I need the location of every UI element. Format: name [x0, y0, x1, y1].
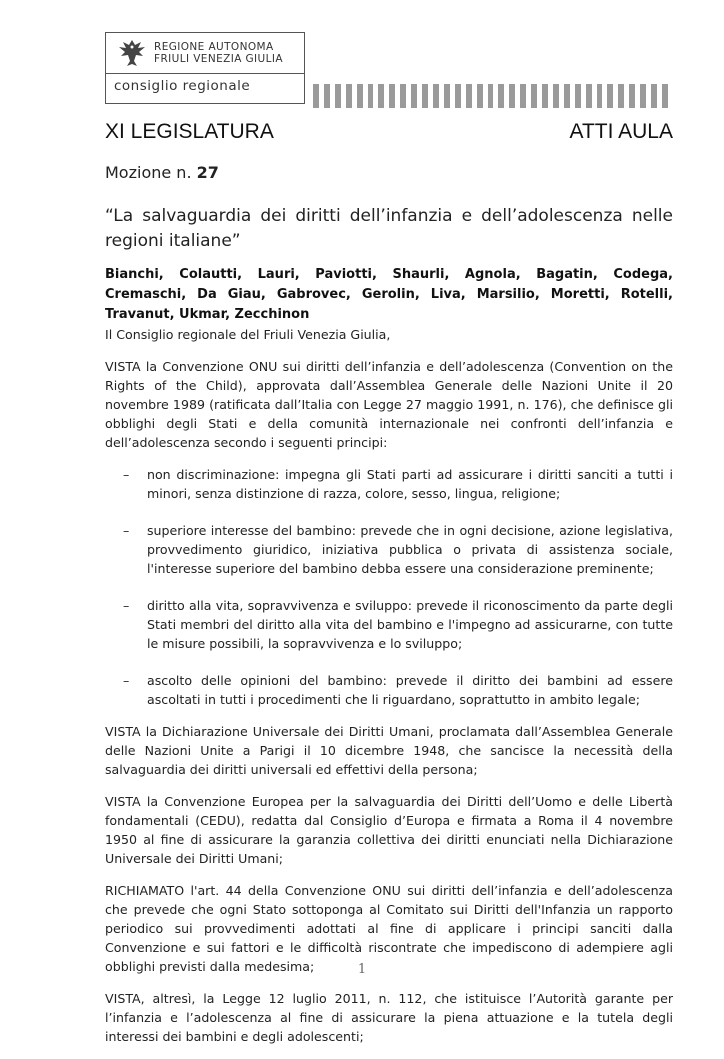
decorative-bar	[422, 84, 428, 108]
decorative-bar	[586, 84, 592, 108]
vista-paragraph-4: VISTA, altresì, la Legge 12 luglio 2011, n. 112, che istituisce l’Autorità garante per l’infanzia e l’adolescenza al fine di assicurare la piena attuazione e la tutela degli interessi dei bambini e degli adolescenti;	[105, 991, 673, 1044]
decorative-bar	[455, 84, 461, 108]
decorative-bar	[324, 84, 330, 108]
logo-divider	[106, 73, 304, 74]
motion-heading	[105, 163, 219, 182]
richiamato-paragraph: RICHIAMATO l'art. 44 della Convenzione ONU sui diritti dell’infanzia e dell’adolescenza che prevede che ogni Stato sottoponga al Comitato sui Diritti dell'Infanzia un rapporto periodico sui provvedimenti adottati al fine di applicare i principi sanciti dalla Convenzione e sui fattori e le difficoltà riscontrate che impediscono di adempiere agli obblighi previsti dalla medesima;	[105, 883, 673, 974]
bullet-dash-icon: –	[123, 673, 130, 688]
council-logo	[105, 32, 305, 104]
region-line-1: REGIONE AUTONOMA	[154, 41, 274, 53]
motion-number: 27	[196, 163, 219, 182]
decorative-bar	[400, 84, 406, 108]
bullet-dash-icon: –	[123, 598, 130, 613]
region-name	[154, 41, 283, 65]
decorative-bar	[618, 84, 624, 108]
list-item	[105, 671, 673, 709]
document-body	[105, 325, 673, 1059]
decorative-bar	[335, 84, 341, 108]
decorative-bar	[509, 84, 515, 108]
decorative-bar	[662, 84, 668, 108]
bullet-dash-icon: –	[123, 523, 130, 538]
bullet-text: superiore interesse del bambino: prevede che in ogni decisione, azione legislativa, provvedimento giuridico, iniziativa pubblica o privata di assistenza sociale, l'interesse superiore del bambino debba essere una considerazione preminente;	[147, 523, 673, 576]
decorative-bar	[542, 84, 548, 108]
decorative-bar	[640, 84, 646, 108]
motion-authors: Bianchi, Colautti, Lauri, Paviotti, Shaurli, Agnola, Bagatin, Codega, Cremaschi, Da Giau, Gabrovec, Gerolin, Liva, Marsilio, Moretti, Rotelli, Travanut, Ukmar, Zecchinon	[105, 267, 673, 322]
decorative-bar	[378, 84, 384, 108]
page-number: 1	[357, 962, 367, 977]
section-label: ATTI AULA	[569, 120, 673, 143]
vista-paragraph-3: VISTA la Convenzione Europea per la salvaguardia dei Diritti dell’Uomo e delle Libertà fondamentali (CEDU), redatta dal Consiglio d’Europa e firmata a Roma il 4 novembre 1950 al fine di assicurare la garanzia collettiva dei diritti enunciati nella Dichiarazione Universale dei Diritti Umani;	[105, 794, 673, 866]
bullet-text: non discriminazione: impegna gli Stati parti ad assicurare i diritti sanciti a tutti i minori, senza distinzione di razza, colore, sesso, lingua, religione;	[147, 467, 673, 501]
bullet-dash-icon: –	[123, 467, 130, 482]
decorative-bar	[531, 84, 537, 108]
decorative-bar	[553, 84, 559, 108]
bullet-text: ascolto delle opinioni del bambino: prevede il diritto dei bambini ad essere ascoltati in tutti i procedimenti che li riguardano, soprattutto in ambito legale;	[147, 673, 673, 707]
bullet-text: diritto alla vita, sopravvivenza e sviluppo: prevede il riconoscimento da parte degli Stati membri del diritto alla vita del bambino e l'impegno ad assicurarne, con tutte le misure possibili, la sopravvivenza e lo sviluppo;	[147, 598, 673, 651]
decorative-bar	[477, 84, 483, 108]
list-item	[105, 465, 673, 503]
decorative-bar	[389, 84, 395, 108]
decorative-bar	[411, 84, 417, 108]
motion-label: Mozione n.	[105, 163, 192, 182]
decorative-bar	[629, 84, 635, 108]
vista-paragraph-1: VISTA la Convenzione ONU sui diritti dell’infanzia e dell’adolescenza (Convention on the Rights of the Child), approvata dall’Assemblea Generale delle Nazioni Unite il 20 novembre 1989 (ratificata dall’Italia con Legge 27 maggio 1991, n. 176), che definisce gli obblighi degli Stati e della comunità internazionale nei confronti dell’infanzia e dell’adolescenza secondo i seguenti principi:	[105, 359, 673, 450]
region-line-2: FRIULI VENEZIA GIULIA	[154, 53, 283, 65]
vista-paragraph-2: VISTA la Dichiarazione Universale dei Diritti Umani, proclamata dall’Assemblea Generale delle Nazioni Unite a Parigi il 10 dicembre 1948, che sancisce la necessità della salvaguardia dei diritti universali ed effettivi della persona;	[105, 724, 673, 777]
legislature-label: XI LEGISLATURA	[105, 120, 274, 143]
list-item	[105, 521, 673, 578]
decorative-bar	[488, 84, 494, 108]
decorative-bar	[313, 84, 319, 108]
eagle-emblem-icon	[116, 37, 148, 69]
decorative-bar	[466, 84, 472, 108]
decorative-bar	[597, 84, 603, 108]
list-item	[105, 596, 673, 653]
decorative-bar	[498, 84, 504, 108]
decorative-bar	[357, 84, 363, 108]
decorative-bar	[444, 84, 450, 108]
decorative-bar	[433, 84, 439, 108]
decorative-bar	[368, 84, 374, 108]
council-name: consiglio regionale	[114, 78, 251, 94]
decorative-bar	[564, 84, 570, 108]
motion-title: “La salvaguardia dei diritti dell’infanzia e dell’adolescenza nelle regioni italiane”	[105, 206, 673, 251]
decorative-bar	[651, 84, 657, 108]
decorative-bar	[520, 84, 526, 108]
decorative-bar	[607, 84, 613, 108]
decorative-bar	[575, 84, 581, 108]
decorative-bars	[313, 84, 673, 108]
intro-paragraph: Il Consiglio regionale del Friuli Venezia Giulia,	[105, 327, 391, 342]
decorative-bar	[346, 84, 352, 108]
